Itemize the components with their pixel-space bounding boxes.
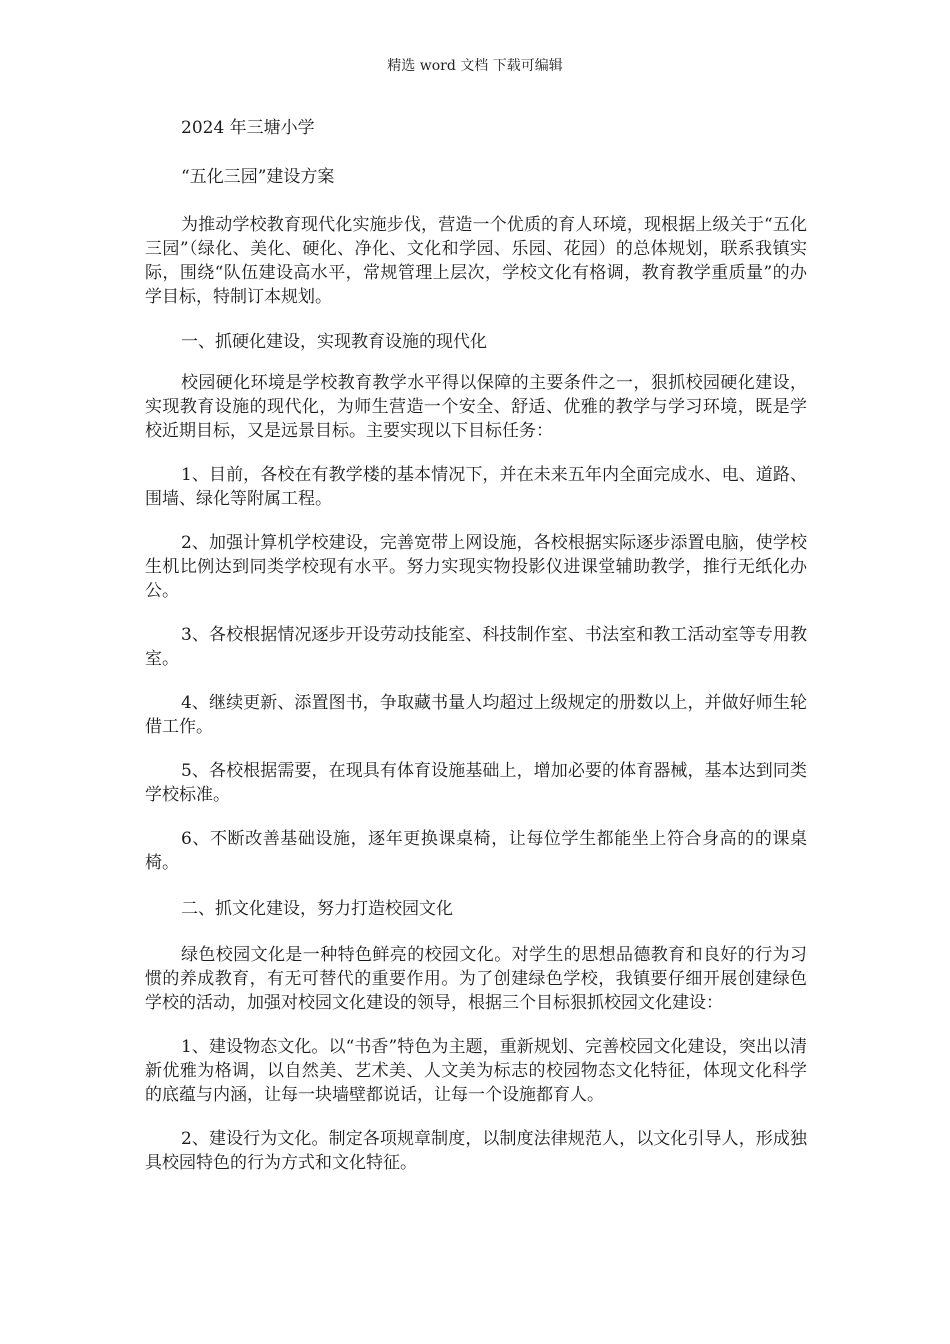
section-1-intro: 校园硬化环境是学校教育教学水平得以保障的主要条件之一，狠抓校园硬化建设，实现教育设施的现代化，为师生营造一个安全、舒适、优雅的教学与学习环境，既是学校近期目标，又是远景目标。主要实现以下目标任务： [145, 373, 807, 441]
section-1-item-6: 6、不断改善基础设施，逐年更换课桌椅，让每位学生都能坐上符合身高的的课桌椅。 [145, 829, 807, 873]
section-2-intro: 绿色校园文化是一种特色鲜亮的校园文化。对学生的思想品德教育和良好的行为习惯的养成教育，有无可替代的重要作用。为了创建绿色学校，我镇要仔细开展创建绿色学校的活动，加强对校园文化建设的领导，根据三个目标狠抓校园文化建设： [145, 945, 807, 1013]
section-2-heading: 二、抓文化建设，努力打造校园文化 [181, 899, 453, 919]
section-1-item-2: 2、加强计算机学校建设，完善宽带上网设施，各校根据实际逐步添置电脑，使学校生机比例达到同类学校现有水平。努力实现实物投影仪进课堂辅助教学，推行无纸化办公。 [145, 533, 807, 601]
section-2-item-1: 1、建设物态文化。以“书香”特色为主题，重新规划、完善校园文化建设，突出以清新优雅为格调，以自然美、艺术美、人文美为标志的校园物态文化特征，体现文化科学的底蕴与内涵，让每一块墙壁都说话，让每一个设施都育人。 [145, 1037, 807, 1105]
section-1-item-1: 1、目前，各校在有教学楼的基本情况下，并在未来五年内全面完成水、电、道路、围墙、绿化等附属工程。 [145, 465, 807, 509]
section-1-item-4: 4、继续更新、添置图书，争取藏书量人均超过上级规定的册数以上，并做好师生轮借工作。 [145, 693, 807, 737]
document-body [145, 116, 807, 1194]
page-header: 精选 word 文档 下载可编辑 [387, 58, 563, 74]
document-title-line-1: 2024 年三塘小学 [181, 118, 315, 138]
section-1-item-3: 3、各校根据情况逐步开设劳动技能室、科技制作室、书法室和教工活动室等专用教室。 [145, 625, 807, 669]
section-2-item-2: 2、建设行为文化。制定各项规章制度，以制度法律规范人，以文化引导人，形成独具校园特色的行为方式和文化特征。 [145, 1129, 807, 1173]
intro-paragraph: 为推动学校教育现代化实施步伐，营造一个优质的育人环境，现根据上级关于“五化三园”（绿化、美化、硬化、净化、文化和学园、乐园、花园）的总体规划，联系我镇实际，围绕“队伍建设高水平，常规管理上层次，学校文化有格调，教育教学重质量”的办学目标，特制订本规划。 [145, 215, 807, 307]
document-title-line-2: “五化三园”建设方案 [181, 167, 335, 187]
section-1-heading: 一、抓硬化建设，实现教育设施的现代化 [181, 332, 487, 352]
section-1-item-5: 5、各校根据需要，在现具有体育设施基础上，增加必要的体育器械，基本达到同类学校标准。 [145, 761, 807, 805]
